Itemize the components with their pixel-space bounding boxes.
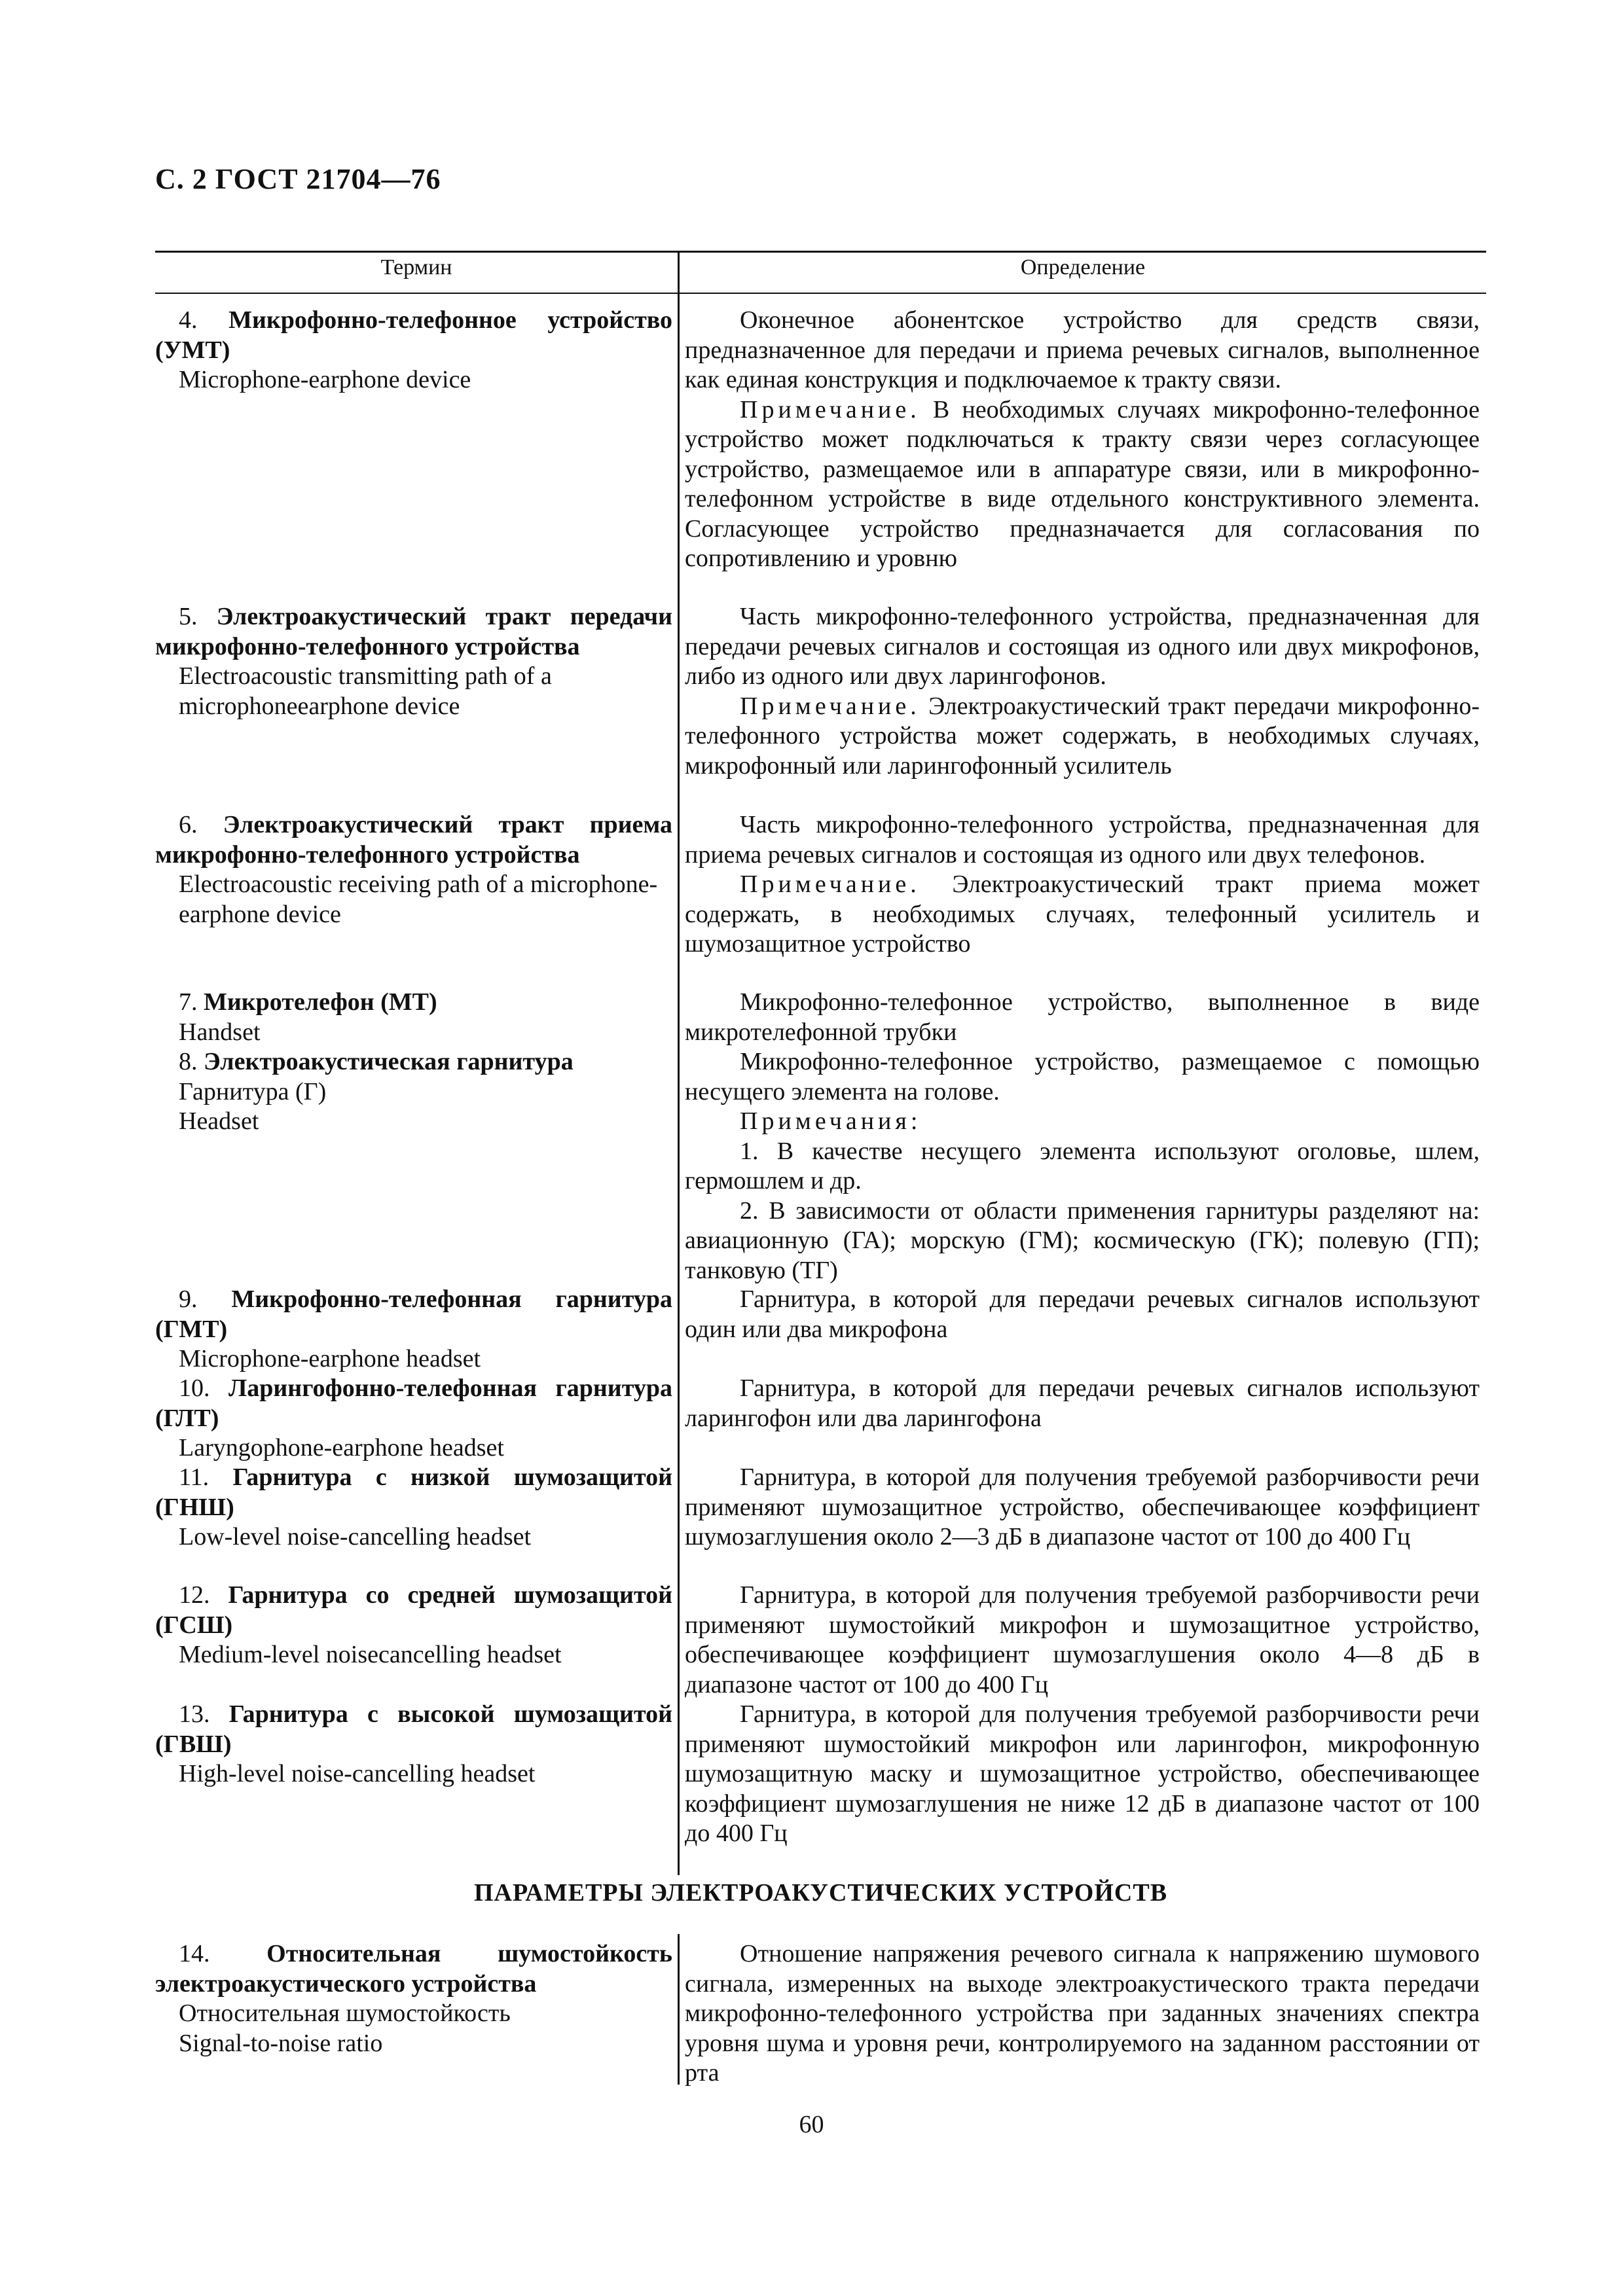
term-synonym: Гарнитура (Г) (179, 1077, 327, 1105)
definition-text: Гарнитура, в которой для передачи речевых сигналов используют ларингофон или два ларингофона (685, 1374, 1480, 1432)
definition-text: Часть микрофонно-телефонного устройства, предназначенная для приема речевых сигналов и состоящая из одного или двух телефонов. (685, 811, 1480, 869)
term-number: 4. (179, 306, 198, 334)
term-entry-12 (155, 1581, 672, 1670)
term-name: Электроакустический тракт передачи микрофонно-телефонного устройства (155, 603, 672, 660)
definition-entry-8 (685, 1047, 1480, 1285)
section-title: ПАРАМЕТРЫ ЭЛЕКТРОАКУСТИЧЕСКИХ УСТРОЙСТВ (473, 1879, 1168, 1907)
term-name: Электроакустическая гарнитура (204, 1048, 574, 1075)
column-header-definition: Определение (1020, 255, 1146, 279)
term-number: 12. (179, 1581, 210, 1609)
term-name: Микротелефон (МТ) (204, 988, 437, 1016)
definition-entry-14 (685, 1939, 1480, 2089)
notes-label: Примечания: (740, 1107, 922, 1135)
note-item-1: 1. В качестве несущего элемента используют оголовье, шлем, гермошлем и др. (685, 1137, 1480, 1194)
term-name: Гарнитура с низкой шумозащитой (ГНШ) (155, 1463, 672, 1521)
term-entry-11 (155, 1463, 672, 1552)
term-entry-9 (155, 1285, 672, 1374)
definition-text: Часть микрофонно-телефонного устройства, предназначенная для передачи речевых сигналов и состоящая из одного или двух микрофонов, либо из одного или двух ларингофонов. (685, 603, 1480, 690)
term-entry-6 (155, 810, 672, 929)
page-number: 60 (799, 2111, 824, 2138)
note-text: В необходимых случаях микрофонно-телефонное устройство может подключаться к тракту связи через согласующее устройство, размещаемое или в аппаратуре связи, или в микрофонно-телефонном устройстве в виде отдельного конструктивного элемента. Согласующее устройство предназначается для согласования по сопротивлению и уровню (685, 395, 1480, 572)
term-english: High-level noise-cancelling headset (179, 1760, 536, 1787)
term-name: Микрофонно-телефонное устройство (УМТ) (155, 306, 672, 364)
term-number: 7. (179, 988, 198, 1016)
definition-entry-12 (685, 1581, 1480, 1700)
term-english: Headset (179, 1107, 259, 1135)
definition-text: Оконечное абонентское устройство для средств связи, предназначенное для передачи и приема речевых сигналов, выполненное как единая конструкция и подключаемое к тракту связи. (685, 306, 1480, 393)
definition-entry-7 (685, 988, 1480, 1047)
definition-text: Гарнитура, в которой для получения требуемой разборчивости речи применяют шумостойкий микрофон и шумозащитное устройство, обеспечивающее коэффициент шумозаглушения около 4—8 дБ в диапазоне частот от 100 до 400 Гц (685, 1581, 1480, 1698)
definition-text: Отношение напряжения речевого сигнала к напряжению шумового сигнала, измеренных на выходе электроакустического тракта передачи микрофонно-телефонного устройства при заданных значениях спектра уровня шума и уровня речи, контролируемого на заданном расстоянии от рта (685, 1940, 1480, 2087)
term-synonym: Относительная шумостойкость (179, 2000, 511, 2027)
note-text: Электроакустический тракт передачи микрофонно-телефонного устройства может содержать, в необходимых случаях, микрофонный или ларингофонный усилитель (685, 692, 1480, 780)
term-number: 14. (179, 1940, 210, 1967)
term-english: Microphone-earphone headset (179, 1345, 481, 1372)
table-column-divider (678, 251, 680, 1875)
note-label: Примечание. (740, 870, 921, 898)
table-header-rule (155, 293, 1486, 294)
term-english: Electroacoustic transmitting path of a microphoneearphone device (179, 662, 552, 720)
term-name: Электроакустический тракт приема микрофонно-телефонного устройства (155, 811, 673, 869)
term-number: 5. (179, 603, 198, 630)
term-entry-5 (155, 602, 672, 721)
note-text: Электроакустический тракт приема может содержать, в необходимых случаях, телефонный усилитель и шумозащитное устройство (685, 870, 1480, 958)
definition-entry-11 (685, 1463, 1480, 1552)
note-item-2: 2. В зависимости от области применения гарнитуры разделяют на: авиационную (ГА); морскую (ГМ); космическую (ГК); полевую (ГП); танковую (ТГ) (685, 1196, 1480, 1284)
term-number: 10. (179, 1374, 210, 1402)
definition-text: Гарнитура, в которой для передачи речевых сигналов используют один или два микрофона (685, 1285, 1480, 1343)
term-entry-8 (155, 1047, 672, 1137)
definition-entry-9 (685, 1285, 1480, 1344)
term-english: Laryngophone-earphone headset (179, 1434, 504, 1462)
note-label: Примечание. (740, 395, 921, 423)
section-column-divider (678, 1934, 680, 2085)
term-number: 9. (179, 1285, 198, 1313)
term-entry-13 (155, 1700, 672, 1789)
definition-text: Микрофонно-телефонное устройство, выполненное в виде микротелефонной трубки (685, 988, 1480, 1046)
term-name: Гарнитура с высокой шумозащитой (ГВШ) (155, 1700, 673, 1758)
definition-entry-4 (685, 306, 1480, 574)
term-english: Handset (179, 1018, 261, 1046)
term-english: Low-level noise-cancelling headset (179, 1523, 532, 1551)
term-entry-7 (155, 988, 672, 1047)
term-number: 8. (179, 1048, 198, 1075)
term-name: Ларингофонно-телефонная гарнитура (ГЛТ) (155, 1374, 672, 1432)
definition-text: Гарнитура, в которой для получения требуемой разборчивости речи применяют шумостойкий микрофон или ларингофон, микрофонную шумозащитную маску и шумозащитное устройство, обеспечивающее коэффициент шумозаглушения не ниже 12 дБ в диапазоне частот от 100 до 400 Гц (685, 1700, 1480, 1847)
term-english: Microphone-earphone device (179, 366, 471, 393)
definition-text: Гарнитура, в которой для получения требуемой разборчивости речи применяют шумозащитное устройство, обеспечивающее коэффициент шумозаглушения около 2—3 дБ в диапазоне частот от 100 до 400 Гц (685, 1463, 1480, 1551)
term-number: 6. (179, 811, 198, 838)
note-label: Примечание. (740, 692, 921, 720)
definition-text: Микрофонно-телефонное устройство, размещаемое с помощью несущего элемента на голове. (685, 1048, 1480, 1105)
term-english: Electroacoustic receiving path of a microphone-earphone device (179, 870, 658, 928)
page-header: С. 2 ГОСТ 21704—76 (155, 163, 441, 195)
term-name: Относительная шумостойкость электроакустического устройства (155, 1940, 672, 1998)
definition-entry-10 (685, 1374, 1480, 1433)
definition-entry-13 (685, 1700, 1480, 1849)
term-english: Medium-level noisecancelling headset (179, 1641, 562, 1668)
term-number: 13. (179, 1700, 210, 1728)
term-entry-4 (155, 306, 672, 395)
column-header-term: Термин (380, 255, 452, 279)
table-top-rule (155, 251, 1486, 253)
term-name: Микрофонно-телефонная гарнитура (ГМТ) (155, 1285, 673, 1343)
term-number: 11. (179, 1463, 210, 1491)
term-name: Гарнитура со средней шумозащитой (ГСШ) (155, 1581, 672, 1639)
definition-entry-6 (685, 810, 1480, 960)
term-english: Signal-to-noise ratio (179, 2029, 383, 2057)
term-entry-10 (155, 1374, 672, 1463)
definition-entry-5 (685, 602, 1480, 781)
term-entry-14 (155, 1939, 672, 2058)
